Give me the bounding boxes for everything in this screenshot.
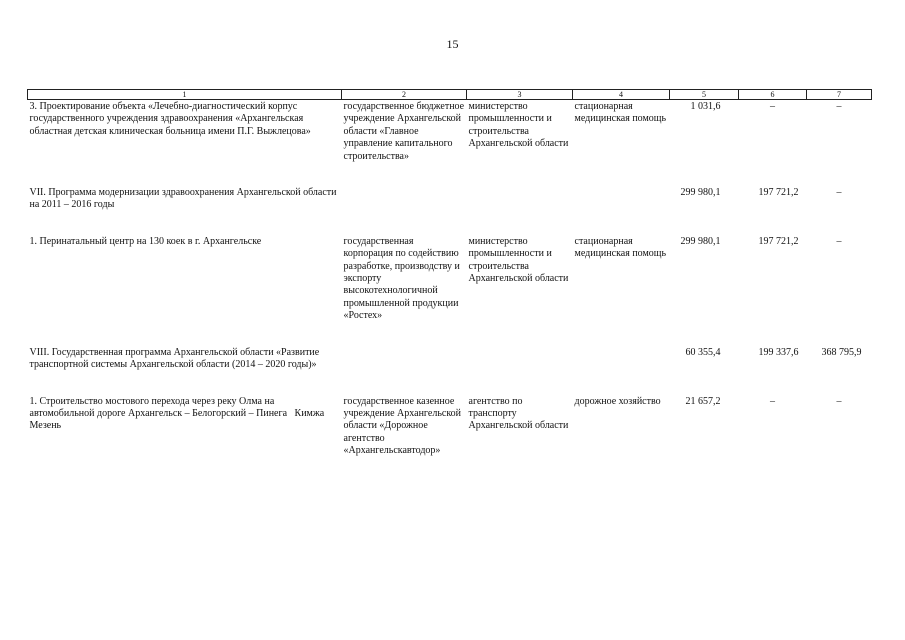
table-row [28, 186, 872, 212]
amount-col-7: – [836, 101, 842, 112]
column-header-4: 4 [573, 90, 670, 100]
customer [342, 346, 467, 372]
amount-col-5: 60 355,4 [685, 346, 721, 358]
amount-col-5: 299 980,1 [680, 187, 721, 199]
customer [342, 186, 467, 212]
customer: государственное казенное учреждение Архангельской области «Дорожное агентство «Архангельскавтодор» [343, 395, 462, 457]
table-row [28, 346, 872, 372]
sector [573, 346, 670, 372]
amount-col-7: – [836, 187, 842, 199]
sector: стационарная медицинская помощь [574, 235, 667, 260]
amount-col-5: 299 980,1 [680, 235, 721, 247]
column-header-2: 2 [342, 90, 467, 100]
program-title: VIII. Государственная программа Архангельской области «Развитие транспортной системы Архангельской области (2014 – 2020 годы)» [29, 346, 320, 371]
object-name: 1. Строительство мостового перехода через реку Олма на автомобильной дороге Архангельск – Белогорский – Пинега Кимжа Мезень [29, 395, 332, 432]
funding-table [27, 89, 872, 458]
column-header-3: 3 [467, 90, 573, 100]
program-title: VII. Программа модернизации здравоохранения Архангельской области на 2011 – 2016 годы [29, 187, 337, 211]
table-row [28, 100, 872, 164]
column-header-6: 6 [739, 90, 807, 100]
amount-col-6: 199 337,6 [758, 346, 799, 358]
responsible-body: министерство промышленности и строительства Архангельской области [468, 235, 569, 285]
amount-col-6: 197 721,2 [758, 187, 799, 199]
amount-col-7: – [836, 395, 842, 407]
sector: стационарная медицинская помощь [574, 101, 667, 125]
amount-col-6: 197 721,2 [758, 235, 799, 247]
column-number-row [28, 90, 872, 100]
responsible-body [467, 346, 573, 372]
amount-col-7: 368 795,9 [821, 346, 862, 358]
responsible-body [467, 186, 573, 212]
object-name: 3. Проектирование объекта «Лечебно-диагностический корпус государственного учреждения здравоохранения «Архангельская областная детская клиническая больница имени П.Г. Выжлецова» [29, 101, 311, 137]
table-row [28, 235, 872, 323]
amount-col-5: 1 031,6 [690, 101, 721, 112]
responsible-body: министерство промышленности и строительства Архангельской области [468, 101, 569, 150]
amount-col-6: – [770, 395, 775, 407]
amount-col-7: – [836, 235, 842, 247]
sector [573, 186, 670, 212]
customer: государственное бюджетное учреждение Архангельской области «Главное управление капитального строительства» [343, 101, 465, 162]
responsible-body: агентство по транспорту Архангельской области [468, 395, 569, 432]
column-header-1: 1 [28, 90, 342, 100]
amount-col-5: 21 657,2 [685, 395, 721, 407]
object-name: 1. Перинатальный центр на 130 коек в г. Архангельске [29, 235, 262, 247]
sector: дорожное хозяйство [574, 395, 661, 407]
table-row [28, 395, 872, 458]
column-header-5: 5 [670, 90, 739, 100]
customer: государственная корпорация по содействию разработке, производству и экспорту высокотехнологичной промышленной продукции «Ростех» [343, 235, 460, 322]
column-header-7: 7 [807, 90, 872, 100]
page-number: 15 [446, 37, 459, 51]
amount-col-6: – [770, 101, 775, 112]
